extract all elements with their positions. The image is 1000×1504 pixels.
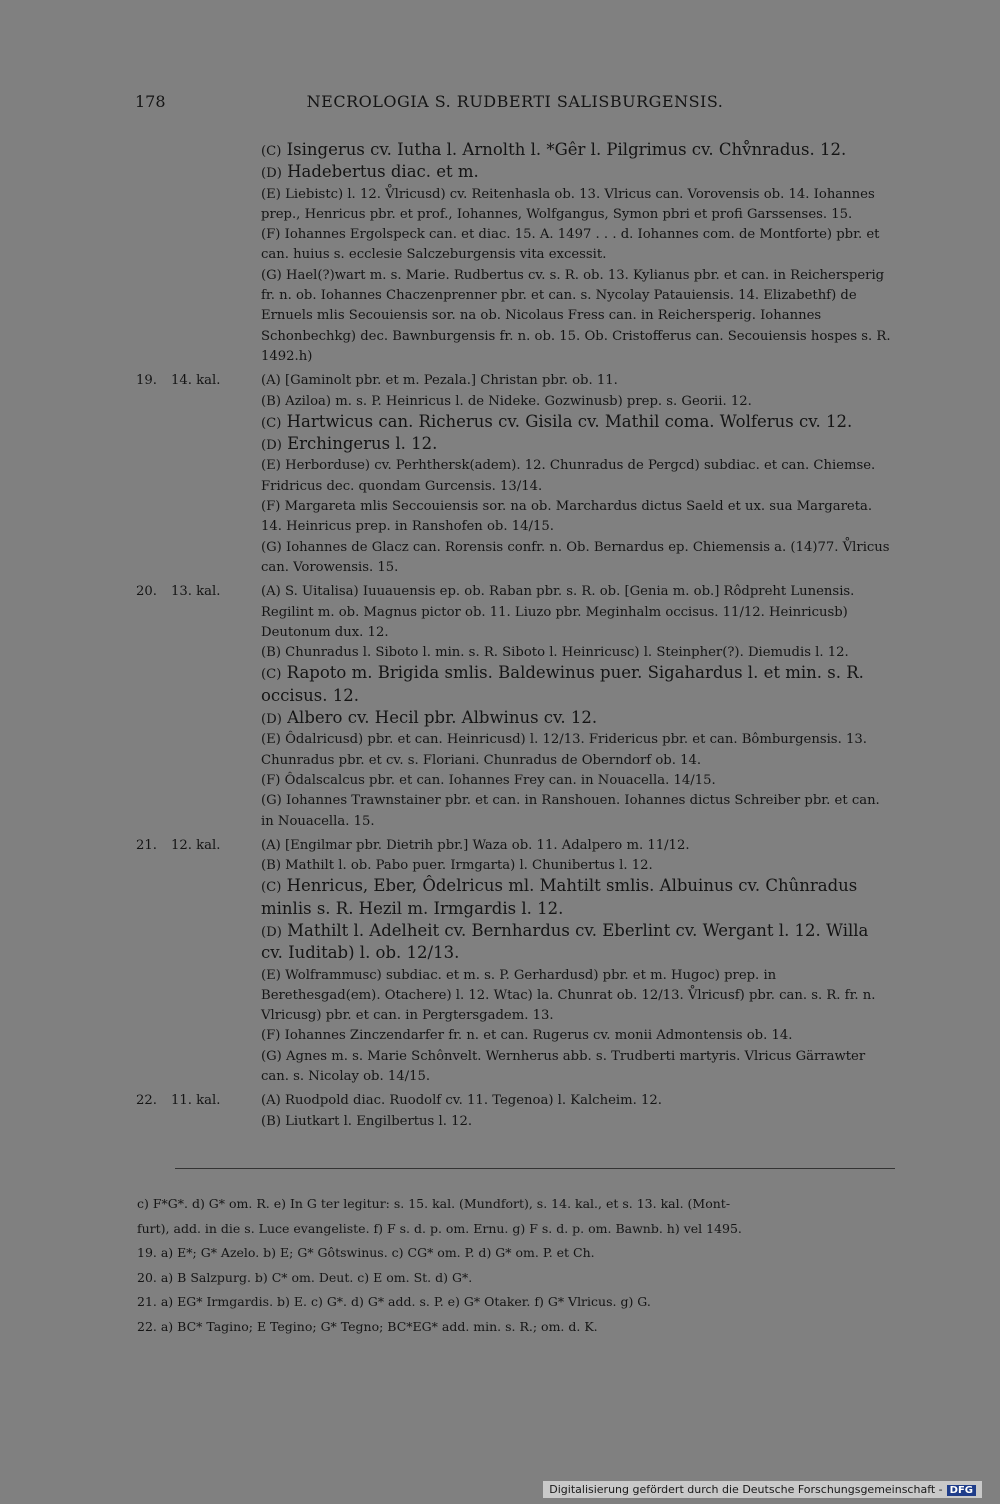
section-text: Margareta mlis Seccouiensis sor. na ob. Marchardus dictus Saeld et ux. sua Margareta. 14. Heinricus prep. in Ranshofen ob. 14/15. <box>261 499 873 535</box>
section-text: Hartwicus can. Richerus cv. Gisila cv. Mathil coma. Wolferus cv. 12. <box>281 411 853 431</box>
section-label: (F) <box>261 1028 281 1044</box>
section-text: Ruodpold diac. Ruodolf cv. 11. Tegenoa) l. Kalcheim. 12. <box>280 1093 662 1109</box>
section-label: (E) <box>261 967 281 983</box>
section-label: (G) <box>261 1048 282 1064</box>
footnote-divider <box>175 1168 895 1169</box>
section-label: (A) <box>261 373 281 389</box>
footnote-line: c) F*G*. d) G* om. R. e) In G ter legitur: s. 15. kal. (Mundfort), s. 14. kal., et s. 13. kal. (Mont- <box>137 1196 731 1211</box>
section-label: (F) <box>261 499 281 515</box>
entry-section <box>261 497 895 538</box>
section-label: (D) <box>261 712 282 728</box>
section-text: [Engilmar pbr. Dietrih pbr.] Waza ob. 11. Adalpero m. 11/12. <box>280 837 690 853</box>
section-text: Ôdalricusd) pbr. et can. Heinricusd) l. 12/13. Fridericus pbr. et can. Bômburgensis. 13. Chunradus pbr. et cv. s. Floriani. Chunradus de Oberndorf ob. 14. <box>261 732 867 768</box>
entry-section <box>261 456 895 497</box>
necrology-entry <box>135 140 895 367</box>
entry-section <box>261 185 895 226</box>
section-label: (C) <box>261 667 282 683</box>
entry-section <box>261 966 895 1027</box>
entry-kalends: 14. kal. <box>171 373 221 389</box>
section-label: (D) <box>261 924 282 940</box>
entry-section <box>261 791 895 832</box>
section-text: [Gaminolt pbr. et m. Pezala.] Christan pbr. ob. 11. <box>280 373 618 389</box>
necrology-entry <box>135 582 895 832</box>
entry-section <box>261 371 895 391</box>
entry-section <box>261 663 895 708</box>
entry-section <box>261 876 895 921</box>
section-text: Chunradus l. Siboto l. min. s. R. Siboto l. Heinricusc) l. Steinpher(?). Diemudis l. 12. <box>280 645 849 661</box>
section-label: (A) <box>261 584 281 600</box>
entry-section <box>261 266 895 367</box>
footnote-line: 21. a) EG* Irmgardis. b) E. c) G*. d) G* add. s. P. e) G* Otaker. f) G* Vlricus. g) G. <box>137 1294 651 1309</box>
section-text: Rapoto m. Brigida smlis. Baldewinus puer. Sigahardus l. et min. s. R. occisus. 12. <box>261 663 864 705</box>
section-label: (A) <box>261 837 281 853</box>
section-label: (E) <box>261 458 281 474</box>
section-label: (B) <box>261 1113 281 1129</box>
entry-section <box>261 392 895 412</box>
entry-section <box>261 921 895 966</box>
section-label: (G) <box>261 793 282 809</box>
entry-section <box>261 708 895 730</box>
dfg-logo: DFG <box>947 1485 976 1496</box>
entry-section <box>261 1112 895 1132</box>
section-text: Mathilt l. ob. Pabo puer. Irmgarta) l. Chunibertus l. 12. <box>280 858 653 874</box>
section-label: (B) <box>261 393 281 409</box>
entry-kalends: 12. kal. <box>171 837 221 853</box>
entry-day: 20. <box>136 584 157 600</box>
necrology-entry <box>135 1091 895 1132</box>
section-text: Herborduse) cv. Perhthersk(adem). 12. Chunradus de Pergcd) subdiac. et can. Chiemse. Fridricus dec. quondam Gurcensis. 13/14. <box>261 458 876 494</box>
section-label: (B) <box>261 858 281 874</box>
entry-kalends: 11. kal. <box>171 1093 221 1109</box>
running-title: NECROLOGIA S. RUDBERTI SALISBURGENSIS. <box>306 92 724 111</box>
necrology-entry <box>135 836 895 1088</box>
entry-section <box>261 1047 895 1088</box>
entry-section <box>261 1026 895 1046</box>
footnote-line: 19. a) E*; G* Azelo. b) E; G* Gôtswinus. c) CG* om. P. d) G* om. P. et Ch. <box>137 1245 595 1260</box>
entry-day: 19. <box>136 373 157 389</box>
necrology-entries <box>135 140 895 1132</box>
section-label: (B) <box>261 645 281 661</box>
entry-section <box>261 856 895 876</box>
entry-section <box>261 140 895 162</box>
section-text: Albero cv. Hecil pbr. Albwinus cv. 12. <box>281 708 598 728</box>
section-label: (G) <box>261 539 282 555</box>
entry-day: 21. <box>136 837 157 853</box>
section-text: Hadebertus diac. et m. <box>281 162 479 182</box>
section-label: (C) <box>261 144 282 159</box>
section-text: Isingerus cv. Iutha l. Arnolth l. *Gêr l. Pilgrimus cv. Chv̊nradus. 12. <box>281 140 847 159</box>
entry-section <box>261 643 895 663</box>
section-label: (E) <box>261 186 281 202</box>
entry-section <box>261 162 895 184</box>
section-text: Iohannes de Glacz can. Rorensis confr. n. Ob. Bernardus ep. Chiemensis a. (14)77. V̊lricus can. Vorowensis. 15. <box>261 539 890 575</box>
section-text: Liutkart l. Engilbertus l. 12. <box>280 1113 473 1129</box>
section-text: Mathilt l. Adelheit cv. Bernhardus cv. Eberlint cv. Wergant l. 12. Willa cv. Iuditab) l. ob. 12/13. <box>261 920 869 963</box>
section-label: (F) <box>261 772 281 788</box>
section-text: Aziloa) m. s. P. Heinricus l. de Nideke. Gozwinusb) prep. s. Georii. 12. <box>280 393 752 409</box>
entry-kalends: 13. kal. <box>171 584 221 600</box>
entry-section <box>261 730 895 771</box>
entry-day: 22. <box>136 1093 157 1109</box>
necrology-entry <box>135 371 895 578</box>
entry-section <box>261 582 895 643</box>
entry-section <box>261 771 895 791</box>
section-text: Erchingerus l. 12. <box>281 434 438 454</box>
entry-section <box>261 836 895 856</box>
section-label: (C) <box>261 880 282 896</box>
footnote-line: 22. a) BC* Tagino; E Tegino; G* Tegno; BC*EG* add. min. s. R.; om. d. K. <box>137 1318 598 1334</box>
section-label: (D) <box>261 166 282 182</box>
page-number: 178 <box>135 92 166 111</box>
section-label: (A) <box>261 1093 281 1109</box>
dfg-footer <box>543 1481 982 1498</box>
entry-section <box>261 434 895 456</box>
section-label: (D) <box>261 438 282 454</box>
footer-text: Digitalisierung gefördert durch die Deutsche Forschungsgemeinschaft - <box>549 1483 943 1496</box>
section-label: (E) <box>261 732 281 748</box>
section-text: Agnes m. s. Marie Schônvelt. Wernherus abb. s. Trudberti martyris. Vlricus Gärrawter can. s. Nicolay ob. 14/15. <box>261 1048 866 1085</box>
entry-section <box>261 538 895 579</box>
entry-section <box>261 412 895 434</box>
section-label: (C) <box>261 415 282 431</box>
section-text: Iohannes Ergolspeck can. et diac. 15. A. 1497 . . . d. Iohannes com. de Montforte) pbr. et can. huius s. ecclesie Salczeburgensis vita excessit. <box>261 227 880 263</box>
footnotes <box>137 1192 895 1339</box>
entry-section <box>261 225 895 266</box>
footnote-line: 20. a) B Salzpurg. b) C* om. Deut. c) E om. St. d) G*. <box>137 1269 473 1285</box>
section-text: Ôdalscalcus pbr. et can. Iohannes Frey can. in Nouacella. 14/15. <box>280 772 716 788</box>
section-label: (F) <box>261 227 281 243</box>
section-text: Wolframmusc) subdiac. et m. s. P. Gerhardusd) pbr. et m. Hugoc) prep. in Berethesgad(em). Otachere) l. 12. Wtac) la. Chunrat ob. 12/13. V̊lricusf) pbr. can. s. R. fr. n. Vlricusg) pbr. et can. in Pergtersgadem. 13. <box>261 967 876 1024</box>
section-text: Iohannes Trawnstainer pbr. et can. in Ranshouen. Iohannes dictus Schreiber pbr. et can. in Nouacella. 15. <box>261 793 880 829</box>
section-text: Liebistc) l. 12. V̊lricusd) cv. Reitenhasla ob. 13. Vlricus can. Vorovensis ob. 14. Iohannes prep., Henricus pbr. et prof., Iohannes, Wolfgangus, Symon pbri et profi Garssenses. 15. <box>261 186 875 222</box>
section-text: Iohannes Zinczendarfer fr. n. et can. Rugerus cv. monii Admontensis ob. 14. <box>280 1028 793 1044</box>
entry-section <box>261 1091 895 1111</box>
footnote-line: furt), add. in die s. Luce evangeliste. f) F s. d. p. om. Ernu. g) F s. d. p. om. Bawnb. h) vel 1495. <box>137 1220 742 1236</box>
section-text: Henricus, Eber, Ôdelricus ml. Mahtilt smlis. Albuinus cv. Chûnradus minlis s. R. Hezil m. Irmgardis l. 12. <box>261 876 858 918</box>
section-text: Hael(?)wart m. s. Marie. Rudbertus cv. s. R. ob. 13. Kylianus pbr. et can. in Reichersperig fr. n. ob. Iohannes Chaczenprenner pbr. et can. s. Nycolay Patauiensis. 14. Elizabethf) de Ernuels mlis Secouiensis sor. na ob. Nicolaus Fress can. in Reichersperig. Iohannes Schonbechkg) dec. Bawnburgensis fr. n. ob. 15. Ob. Cristofferus can. Secouiensis hospes s. R. 1492.h) <box>261 267 891 364</box>
section-text: S. Uitalisa) Iuuauensis ep. ob. Raban pbr. s. R. ob. [Genia m. ob.] Rôdpreht Lunensis. Regilint m. ob. Magnus pictor ob. 11. Liuzo pbr. Meginhalm occisus. 11/12. Heinricusb) Deutonum dux. 12. <box>261 584 855 640</box>
section-label: (G) <box>261 267 282 283</box>
